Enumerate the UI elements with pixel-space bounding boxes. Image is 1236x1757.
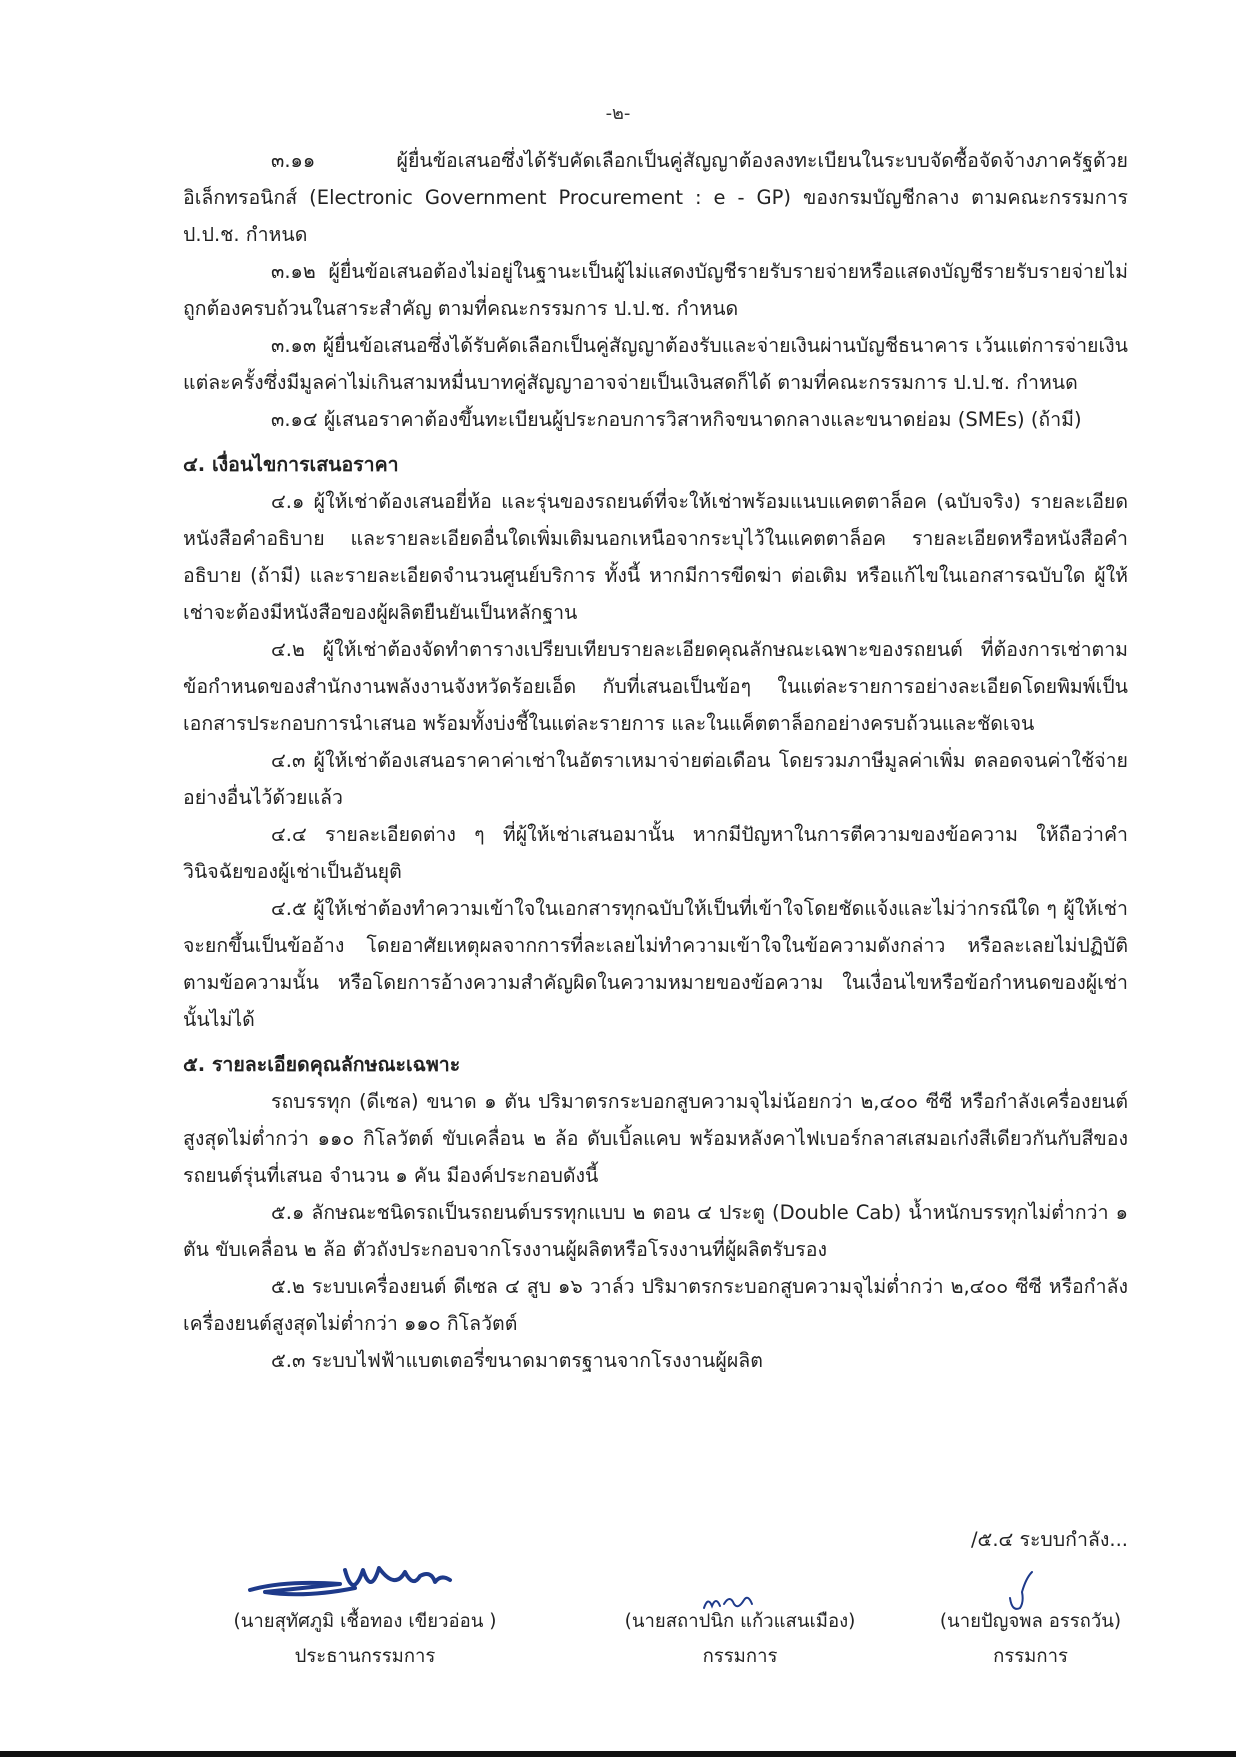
section-5-heading: ๕. รายละเอียดคุณลักษณะเฉพาะ [183,1053,461,1076]
clause-3-12: ๓.๑๒ ผู้ยื่นข้อเสนอต้องไม่อยู่ในฐานะเป็นผู้ไม่แสดงบัญชีรายรับรายจ่ายหรือแสดงบัญชีรายรับรายจ่ายไม่ถูกต้องครบถ้วนในสาระสำคัญ ตามที่คณะกรรมการ ป.ป.ช. กำหนด [183,260,1128,320]
signature-block-member-2 [918,1604,1143,1674]
clause-4-1: ๔.๑ ผู้ให้เช่าต้องเสนอยี่ห้อ และรุ่นของรถยนต์ที่จะให้เช่าพร้อมแนบแคตตาล็อค (ฉบับจริง) รายละเอียดหนังสือคำอธิบาย และรายละเอียดอื่นใดเพิ่มเติมนอกเหนือจากระบุไว้ในแคตตาล็อค รายละเอียดหรือหนังสือคำอธิบาย (ถ้ามี) และรายละเอียดจำนวนศูนย์บริการ ทั้งนี้ หากมีการขีดฆ่า ต่อเติม หรือแก้ไขในเอกสารฉบับใด ผู้ให้เช่าจะต้องมีหนังสือของผู้ผลิตยืนยันเป็นหลักฐาน [183,490,1128,624]
signatory-name: (นายสถาปนิก แก้วแสนเมือง) [624,1611,856,1632]
signature-block-member-1 [615,1604,865,1674]
clause-4-5: ๔.๕ ผู้ให้เช่าต้องทำความเข้าใจในเอกสารทุกฉบับให้เป็นที่เข้าใจโดยชัดแจ้งและไม่ว่ากรณีใด ๆ ผู้ให้เช่าจะยกขึ้นเป็นข้ออ้าง โดยอาศัยเหตุผลจากการที่ละเลยไม่ทำความเข้าใจในข้อความดังกล่าว หรือละเลยไม่ปฏิบัติตามข้อความนั้น หรือโดยการอ้างความสำคัญผิดในความหมายของข้อความ ในเงื่อนไขหรือข้อกำหนดของผู้เช่านั้นไม่ได้ [183,897,1128,1031]
document-body [183,142,1128,1379]
page-number: -๒- [605,103,631,124]
clause-5-3: ๕.๓ ระบบไฟฟ้าแบตเตอรี่ขนาดมาตรฐานจากโรงงานผู้ผลิต [271,1349,763,1372]
signatory-name: (นายสุทัศภูมิ เชื้อทอง เขียวอ่อน ) [233,1611,497,1632]
clause-5-2: ๕.๒ ระบบเครื่องยนต์ ดีเซล ๔ สูบ ๑๖ วาล์ว ปริมาตรกระบอกสูบความจุไม่ต่ำกว่า ๒,๔๐๐ ซีซี หรือกำลังเครื่องยนต์สูงสุดไม่ต่ำกว่า ๑๑๐ กิโลวัตต์ [183,1275,1128,1335]
clause-3-11: ๓.๑๑ ผู้ยื่นข้อเสนอซึ่งได้รับคัดเลือกเป็นคู่สัญญาต้องลงทะเบียนในระบบจัดซื้อจัดจ้างภาครัฐด้วยอิเล็กทรอนิกส์ (Electronic Government Procurement : e - GP) ของกรมบัญชีกลาง ตามคณะกรรมการ ป.ป.ช. กำหนด [183,149,1128,246]
signature-block-chairman [225,1604,505,1674]
clause-4-2: ๔.๒ ผู้ให้เช่าต้องจัดทำตารางเปรียบเทียบรายละเอียดคุณลักษณะเฉพาะของรถยนต์ ที่ต้องการเช่าตามข้อกำหนดของสำนักงานพลังงานจังหวัดร้อยเอ็ด กับที่เสนอเป็นข้อๆ ในแต่ละรายการอย่างละเอียดโดยพิมพ์เป็นเอกสารประกอบการนำเสนอ พร้อมทั้งบ่งชี้ในแต่ละรายการ และในแค็ตตาล็อกอย่างครบถ้วนและชัดเจน [183,638,1128,735]
clause-3-13: ๓.๑๓ ผู้ยื่นข้อเสนอซึ่งได้รับคัดเลือกเป็นคู่สัญญาต้องรับและจ่ายเงินผ่านบัญชีธนาคาร เว้นแต่การจ่ายเงินแต่ละครั้งซึ่งมีมูลค่าไม่เกินสามหมื่นบาทคู่สัญญาอาจจ่ายเป็นเงินสดก็ได้ ตามที่คณะกรรมการ ป.ป.ช. กำหนด [183,334,1128,394]
section-4-heading: ๔. เงื่อนไขการเสนอราคา [183,453,399,476]
continuation-note: /๕.๔ ระบบกำลัง... [970,1528,1128,1551]
signatory-role: ประธานกรรมการ [294,1646,436,1667]
signature-mark-chairman [245,1540,485,1610]
clause-3-14: ๓.๑๔ ผู้เสนอราคาต้องขึ้นทะเบียนผู้ประกอบการวิสาหกิจขนาดกลางและขนาดย่อม (SMEs) (ถ้ามี) [271,408,1082,431]
clause-4-4: ๔.๔ รายละเอียดต่าง ๆ ที่ผู้ให้เช่าเสนอมานั้น หากมีปัญหาในการตีความของข้อความ ให้ถือว่าคำวินิจฉัยของผู้เช่าเป็นอันยุติ [183,823,1128,883]
signatory-role: กรรมการ [702,1646,778,1667]
scan-edge-bar [0,1751,1236,1757]
signatory-role: กรรมการ [993,1646,1068,1667]
clause-4-3: ๔.๓ ผู้ให้เช่าต้องเสนอราคาค่าเช่าในอัตราเหมาจ่ายต่อเดือน โดยรวมภาษีมูลค่าเพิ่ม ตลอดจนค่าใช้จ่ายอย่างอื่นไว้ด้วยแล้ว [183,749,1128,809]
signatory-name: (นายปัญจพล อรรถวัน) [939,1611,1122,1632]
section-5-intro: รถบรรทุก (ดีเซล) ขนาด ๑ ตัน ปริมาตรกระบอกสูบความจุไม่น้อยกว่า ๒,๔๐๐ ซีซี หรือกำลังเครื่องยนต์สูงสุดไม่ต่ำกว่า ๑๑๐ กิโลวัตต์ ขับเคลื่อน ๒ ล้อ ดับเบิ้ลแคบ พร้อมหลังคาไฟเบอร์กลาสเสมอเก๋งสีเดียวกันกับสีของรถยนต์รุ่นที่เสนอ จำนวน ๑ คัน มีองค์ประกอบดังนี้ [183,1090,1128,1187]
clause-5-1: ๕.๑ ลักษณะชนิดรถเป็นรถยนต์บรรทุกแบบ ๒ ตอน ๔ ประตู (Double Cab) น้ำหนักบรรทุกไม่ต่ำกว่า ๑ ตัน ขับเคลื่อน ๒ ล้อ ตัวถังประกอบจากโรงงานผู้ผลิตหรือโรงงานที่ผู้ผลิตรับรอง [183,1201,1128,1261]
